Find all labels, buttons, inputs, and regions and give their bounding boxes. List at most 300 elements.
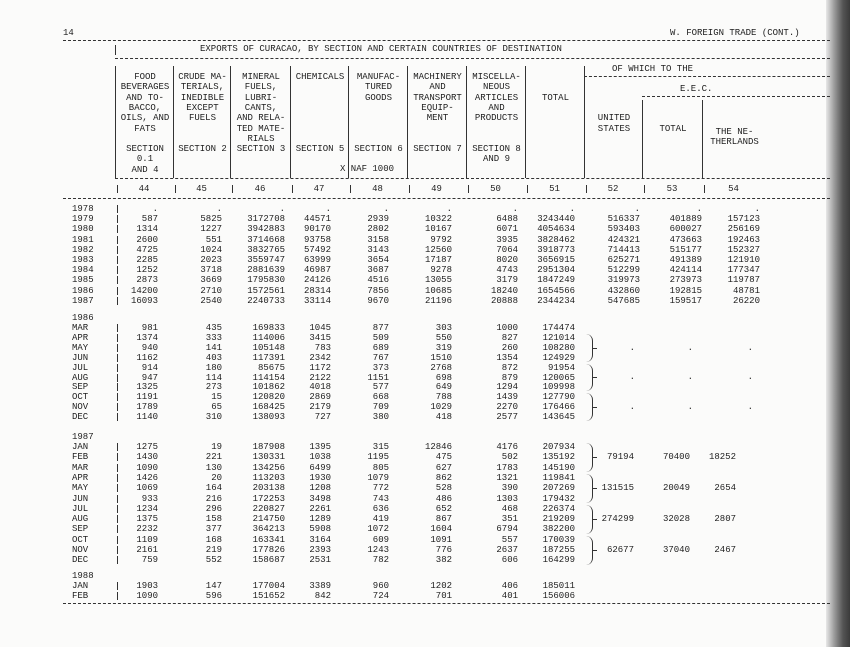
group-value-col-53: 37040	[662, 545, 690, 556]
column-header-line	[703, 72, 766, 82]
cell-col-45: 221	[205, 452, 222, 463]
cell-col-45: 403	[205, 352, 222, 363]
row-label: 1979	[72, 214, 94, 225]
cell-col-46: 169833	[252, 323, 285, 333]
column-header-line	[349, 103, 408, 113]
cell-col-44: 914	[141, 362, 158, 373]
title-bar	[115, 45, 116, 55]
group-value-col-54: 2467	[714, 545, 736, 556]
row-label: NOV	[72, 402, 89, 413]
cell-col-50: 2270	[496, 402, 518, 413]
column-header-53	[642, 100, 703, 178]
cell-col-50: .	[512, 204, 518, 214]
cell-col-48: 2802	[367, 224, 389, 235]
cell-col-47: 24126	[303, 275, 331, 286]
title-rule	[115, 58, 830, 59]
cell-col-49: 12846	[424, 442, 452, 452]
group-value-col-53: 20049	[662, 483, 690, 494]
column-header-line: SECTION 3	[236, 144, 286, 155]
cell-col-50: 7064	[496, 244, 518, 255]
cell-col-48: 689	[372, 342, 389, 353]
column-header-54	[702, 100, 766, 178]
cell-col-44: 1375	[136, 514, 158, 525]
column-header-line	[703, 103, 766, 113]
column-header-line: TRANSPORT	[413, 92, 462, 103]
cell-col-45: 552	[205, 555, 222, 566]
cell-col-44: 1426	[136, 472, 158, 483]
column-header-line: CRUDE MA-	[178, 72, 227, 82]
cell-col-47: 4018	[309, 382, 331, 393]
cell-col-45: 168	[205, 534, 222, 545]
cell-col-50: 1783	[496, 462, 518, 473]
cell-col-51: 3656915	[537, 255, 575, 265]
cell-col-44: 1069	[136, 483, 158, 494]
cell-col-49: 10167	[424, 224, 452, 235]
column-header-51	[525, 66, 585, 178]
group-value-col-53: .	[687, 402, 693, 413]
cell-col-49: 303	[435, 323, 452, 333]
cell-col-47: 783	[314, 342, 331, 353]
cell-col-46: 3714668	[247, 234, 285, 245]
row-label: 1981	[72, 234, 94, 245]
cell-col-48: 743	[372, 493, 389, 504]
cell-col-46: 114006	[252, 332, 285, 343]
column-header-line	[585, 82, 643, 92]
cell-col-46: 138093	[252, 412, 285, 423]
group-value-col-52: 79194	[606, 452, 634, 463]
cell-col-51: 91954	[547, 362, 575, 373]
cell-col-44: 1789	[136, 402, 158, 413]
cell-col-51: 124929	[542, 352, 575, 363]
cell-col-45: 114	[205, 372, 222, 383]
cell-col-50: 20888	[490, 295, 518, 306]
column-header-line	[703, 113, 766, 123]
cell-col-46: 120820	[252, 392, 285, 403]
cell-col-48: 9670	[367, 295, 389, 306]
cell-col-44: 1234	[136, 503, 158, 514]
cell-col-51: 135192	[542, 452, 575, 463]
row-label: JUN	[72, 493, 89, 504]
cell-col-45: 5825	[200, 214, 222, 225]
cell-col-49: 486	[435, 493, 452, 504]
cell-col-45: 20	[211, 472, 222, 483]
column-header-50	[466, 66, 526, 178]
column-header-line	[703, 93, 766, 103]
row-label: SEP	[72, 382, 89, 393]
column-header-line	[526, 72, 585, 82]
cell-col-44: 1374	[136, 332, 158, 343]
cell-col-51: 187255	[542, 545, 575, 555]
row-label: 1986	[72, 285, 94, 296]
cell-col-51: 176466	[542, 402, 575, 413]
cell-col-54: 26220	[732, 295, 760, 306]
cell-col-51: 174474	[542, 323, 575, 333]
cell-col-46: 85675	[257, 362, 285, 373]
group-value-col-53: .	[687, 342, 693, 353]
column-header-line	[116, 134, 174, 144]
cell-col-45: 130	[205, 462, 222, 473]
cell-col-46: 203138	[252, 483, 285, 494]
cell-col-46: 364213	[252, 524, 285, 535]
cell-col-45: 2540	[200, 295, 222, 306]
cell-col-48: 3687	[367, 265, 389, 276]
cell-col-46: 114154	[252, 372, 285, 383]
cell-col-45: 219	[205, 545, 222, 555]
cell-col-51: 4054634	[537, 224, 575, 235]
cell-col-47: 46987	[303, 265, 331, 276]
column-index: 52	[607, 184, 619, 194]
cell-col-50: 2577	[496, 412, 518, 423]
cell-col-46: 168425	[252, 402, 285, 413]
column-index: 45	[196, 184, 207, 194]
eec-rule	[642, 96, 830, 97]
cell-col-47: 3415	[309, 332, 331, 343]
cell-col-49: 17187	[424, 255, 452, 265]
cell-col-50: 2637	[496, 545, 518, 555]
cell-col-49: 10685	[424, 285, 452, 296]
cell-col-51: 145190	[542, 462, 575, 473]
cell-col-52: 593403	[607, 224, 640, 235]
column-header-46	[230, 66, 291, 178]
cell-col-44: 1191	[136, 392, 158, 403]
cell-col-54: 121910	[727, 255, 760, 265]
cell-col-46: 172253	[252, 493, 285, 504]
cell-col-48: 577	[372, 382, 389, 393]
column-header-49	[407, 66, 467, 178]
cell-col-48: 380	[372, 412, 389, 423]
row-label: 1978	[72, 204, 94, 214]
cell-col-51: 185011	[542, 581, 575, 591]
cell-col-47: 1395	[309, 442, 331, 452]
cell-col-52: 512299	[607, 265, 640, 276]
cell-col-52: 424321	[607, 234, 640, 245]
cell-col-44: 16093	[130, 295, 158, 306]
cell-col-45: 310	[205, 412, 222, 423]
cell-col-51: .	[569, 204, 575, 214]
cell-col-46: 220827	[252, 503, 285, 514]
cell-col-45: 273	[205, 382, 222, 393]
column-header-line: AND	[429, 82, 446, 93]
row-label: SEP	[72, 524, 89, 535]
cell-col-48: 709	[372, 402, 389, 413]
column-header-line: MACHINERY	[413, 72, 462, 82]
cell-col-48: 509	[372, 332, 389, 343]
cell-col-49: 475	[435, 452, 452, 463]
running-head: W. FOREIGN TRADE (CONT.)	[670, 28, 800, 38]
cell-col-50: 401	[501, 591, 518, 602]
column-header-line	[526, 82, 585, 92]
cell-col-44: 2873	[136, 275, 158, 286]
cell-col-50: 260	[501, 342, 518, 353]
cell-col-52: 714413	[607, 244, 640, 255]
cell-col-47: 2122	[309, 372, 331, 383]
cell-col-48: 2939	[367, 214, 389, 225]
column-header-line: THERLANDS	[710, 136, 759, 147]
cell-col-44: .	[152, 204, 158, 214]
group-header: OF WHICH TO THE	[612, 64, 694, 74]
cell-col-52: 625271	[607, 255, 640, 265]
cell-col-54: 152327	[727, 244, 760, 255]
cell-col-44: 1162	[136, 352, 158, 363]
column-header-line: CHEMICALS	[295, 72, 345, 82]
cell-col-53: 273973	[669, 275, 702, 286]
column-header-line	[585, 103, 643, 113]
cell-col-51: 219209	[542, 514, 575, 525]
cell-col-44: 2600	[136, 234, 158, 245]
cell-col-49: 652	[435, 503, 452, 514]
cell-col-51: 207269	[542, 483, 575, 494]
cell-col-53: 473663	[669, 234, 702, 245]
column-header-48	[348, 66, 408, 178]
cell-col-47: 5908	[309, 524, 331, 535]
cell-col-44: 14200	[130, 285, 158, 296]
cell-col-46: 2881639	[247, 265, 285, 276]
row-label: JUN	[72, 352, 89, 363]
column-header-line: EQUIP-	[421, 102, 454, 113]
column-header-line	[174, 124, 231, 134]
cell-col-47: 2342	[309, 352, 331, 363]
row-label: MAR	[72, 323, 89, 333]
cell-col-54: .	[754, 204, 760, 214]
cell-col-46: 151652	[252, 591, 285, 602]
cell-col-46: 2240733	[247, 295, 285, 306]
row-label: NOV	[72, 545, 89, 555]
row-label: FEB	[72, 452, 89, 463]
cell-col-50: 4176	[496, 442, 518, 452]
cell-col-51: 121014	[542, 332, 575, 343]
cell-col-50: 606	[501, 555, 518, 566]
cell-col-53: 192815	[669, 285, 702, 296]
group-value-col-52: .	[629, 342, 635, 353]
group-value-col-54: 2807	[714, 514, 736, 525]
cell-col-54: 256169	[727, 224, 760, 235]
column-header-line: OILS, AND	[120, 113, 170, 124]
group-value-col-52: 131515	[601, 483, 634, 494]
cell-col-46: 1572561	[247, 285, 285, 296]
column-header-line: UNITED	[597, 113, 631, 124]
cell-col-50: 1321	[496, 472, 518, 483]
cell-col-45: 3718	[200, 265, 222, 276]
cell-col-50: 390	[501, 483, 518, 494]
column-header-line: ARTICLES	[474, 92, 519, 103]
cell-col-48: .	[383, 204, 389, 214]
cell-col-48: 724	[372, 591, 389, 602]
cell-col-47: 57492	[303, 244, 331, 255]
cell-col-48: 805	[372, 462, 389, 473]
column-header-line: TURED	[364, 82, 392, 93]
column-header-line	[643, 103, 703, 113]
group-value-col-52: .	[629, 372, 635, 383]
column-header-line: AND 9	[482, 154, 510, 165]
group-value-col-52: .	[629, 402, 635, 413]
column-header-line	[291, 93, 349, 103]
cell-col-47: 90170	[303, 224, 331, 235]
cell-col-45: 158	[205, 514, 222, 525]
cell-col-53: .	[696, 204, 702, 214]
cell-col-49: 12560	[424, 244, 452, 255]
cell-col-45: 3669	[200, 275, 222, 286]
column-header-line	[643, 113, 703, 123]
cell-col-49: 1029	[430, 402, 452, 413]
cell-col-47: 1930	[309, 472, 331, 483]
cell-col-48: 373	[372, 362, 389, 373]
column-header-line: SECTION 5	[295, 144, 345, 155]
cell-col-47: 727	[314, 412, 331, 423]
cell-col-50: 1303	[496, 493, 518, 504]
column-header-line: AND TO-	[126, 92, 164, 103]
cell-col-51: 156006	[542, 591, 575, 602]
cell-col-49: 649	[435, 382, 452, 393]
cell-col-46: 177826	[252, 545, 285, 555]
cell-col-50: 468	[501, 503, 518, 514]
cell-col-45: 2710	[200, 285, 222, 296]
row-label: 1983	[72, 255, 94, 265]
cell-col-53: 159517	[669, 295, 702, 306]
cell-col-52: .	[634, 204, 640, 214]
cell-col-49: 13055	[424, 275, 452, 286]
group-value-col-52: 62677	[606, 545, 634, 556]
cell-col-44: 1314	[136, 224, 158, 235]
cell-col-52: 516337	[607, 214, 640, 225]
column-header-line: AND	[488, 102, 505, 113]
cell-col-49: 550	[435, 332, 452, 343]
row-label: DEC	[72, 412, 89, 423]
column-header-line: AND 4	[131, 164, 159, 175]
cell-col-49: 528	[435, 483, 452, 494]
cell-col-53: 491389	[669, 255, 702, 265]
cell-col-51: 226374	[542, 503, 575, 514]
group-rule	[584, 76, 830, 77]
column-header-line: THE NE-	[715, 126, 754, 137]
cell-col-49: 319	[435, 342, 452, 353]
eec-header: E.E.C.	[680, 84, 713, 94]
cell-col-44: 933	[141, 493, 158, 504]
cell-col-45: 15	[211, 392, 222, 403]
column-header-line: MISCELLA-	[472, 72, 521, 82]
column-header-line: AND RELA-	[236, 113, 286, 124]
cell-col-44: 947	[141, 372, 158, 383]
column-header-line	[585, 93, 643, 103]
cell-col-49: 701	[435, 591, 452, 602]
cell-col-49: 1604	[430, 524, 452, 535]
column-header-line: STATES	[597, 123, 631, 134]
cell-col-48: 419	[372, 514, 389, 525]
cell-col-46: 3832765	[247, 244, 285, 255]
cell-col-44: 1430	[136, 452, 158, 463]
cell-col-51: 119841	[542, 472, 575, 483]
cell-col-44: 4725	[136, 244, 158, 255]
cell-col-50: 557	[501, 534, 518, 545]
cell-col-47: 1172	[309, 362, 331, 373]
row-label: 1984	[72, 265, 94, 276]
row-label: 1987	[72, 295, 94, 306]
column-header-line	[291, 103, 349, 113]
cell-col-54: 157123	[727, 214, 760, 225]
row-label: OCT	[72, 392, 89, 403]
cell-col-45: 2023	[200, 255, 222, 265]
column-header-line	[291, 134, 349, 144]
cell-col-48: 772	[372, 483, 389, 494]
cell-col-46: 3172708	[247, 214, 285, 225]
column-header-line	[467, 134, 526, 144]
cell-col-50: 502	[501, 452, 518, 463]
cell-col-49: 21196	[424, 295, 452, 306]
column-header-line: SECTION	[126, 144, 164, 155]
cell-col-45: 164	[205, 483, 222, 494]
cell-col-49: 10322	[424, 214, 452, 225]
column-header-line: FATS	[134, 123, 156, 134]
column-header-line	[467, 124, 526, 134]
cell-col-44: 1252	[136, 265, 158, 276]
column-header-line: SECTION 2	[178, 144, 227, 155]
year-label: 1986	[72, 313, 94, 323]
cell-col-52: 432860	[607, 285, 640, 296]
row-label: AUG	[72, 372, 89, 383]
group-value-col-54: .	[747, 342, 753, 353]
column-index: 48	[372, 184, 383, 194]
cell-col-49: 627	[435, 462, 452, 473]
cell-col-44: 759	[141, 555, 158, 566]
cell-col-46: 3559747	[247, 255, 285, 265]
cell-col-46: 101862	[252, 382, 285, 393]
cell-col-46: 214750	[252, 514, 285, 525]
cell-col-48: 782	[372, 555, 389, 566]
column-header-line	[408, 124, 467, 134]
column-header-line: SECTION 7	[413, 144, 462, 155]
row-label: FEB	[72, 591, 89, 602]
column-header-line	[291, 113, 349, 123]
cell-col-49: 867	[435, 514, 452, 525]
column-index: 46	[254, 184, 266, 194]
cell-col-50: 879	[501, 372, 518, 383]
column-header-line: FUELS	[188, 113, 216, 124]
cell-col-50: 1294	[496, 382, 518, 393]
cell-col-54: 119787	[727, 275, 760, 286]
cell-col-53: 600027	[669, 224, 702, 235]
cell-col-51: 108280	[542, 342, 575, 353]
cell-col-53: 401889	[669, 214, 702, 225]
group-value-col-53: 70400	[662, 452, 690, 463]
cell-col-47: 3164	[309, 534, 331, 545]
cell-col-51: 3828462	[537, 234, 575, 245]
cell-col-46: 117391	[252, 352, 285, 363]
cell-col-53: 424114	[669, 265, 702, 276]
cell-col-45: 377	[205, 524, 222, 535]
cell-col-50: 1000	[496, 323, 518, 333]
cell-col-45: 1024	[200, 244, 222, 255]
year-label: 1987	[72, 432, 94, 442]
cell-col-47: 63999	[303, 255, 331, 265]
cell-col-50: 6794	[496, 524, 518, 535]
cell-col-44: 1140	[136, 412, 158, 423]
cell-col-47: 1045	[309, 323, 331, 333]
cell-col-48: 1195	[367, 452, 389, 463]
cell-col-46: 1795830	[247, 275, 285, 286]
cell-col-51: 2951304	[537, 265, 575, 276]
cell-col-47: 28314	[303, 285, 331, 296]
cell-col-48: 315	[372, 442, 389, 452]
column-header-45	[173, 66, 231, 178]
cell-col-47: 6499	[309, 462, 331, 473]
cell-col-46: 187908	[252, 442, 285, 452]
row-label: 1982	[72, 244, 94, 255]
group-value-col-54: .	[747, 402, 753, 413]
column-index: 47	[313, 184, 325, 194]
column-header-line: CANTS,	[244, 102, 278, 113]
cell-col-48: 767	[372, 352, 389, 363]
cell-col-54: 177347	[727, 265, 760, 276]
cell-col-49: 382	[435, 555, 452, 566]
